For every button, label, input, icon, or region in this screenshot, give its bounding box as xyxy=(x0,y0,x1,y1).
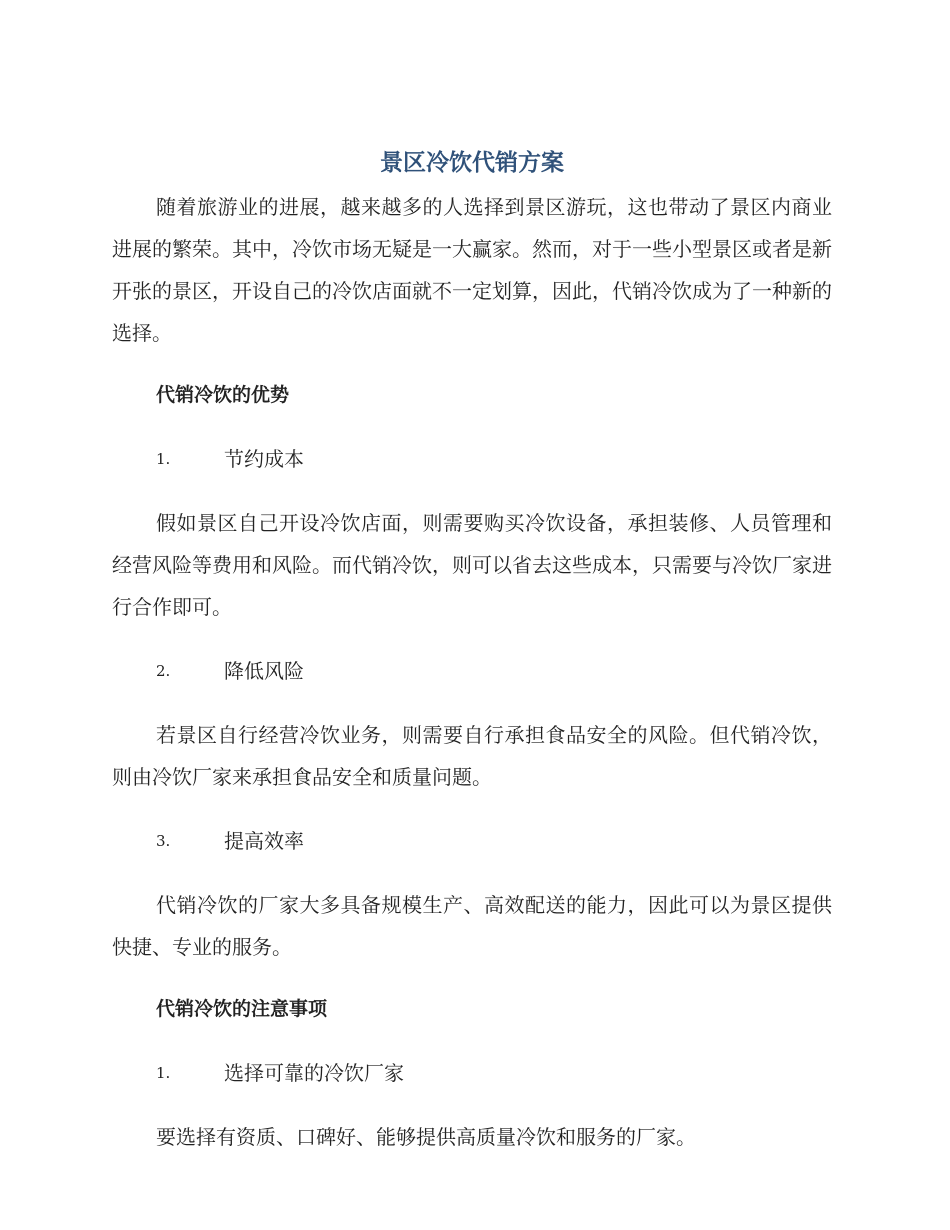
list-item-text: 若景区自行经营冷饮业务，则需要自行承担食品安全的风险。但代销冷饮，则由冷饮厂家来承担食品安全和质量问题。 xyxy=(112,723,832,789)
list-item-text: 代销冷饮的厂家大多具备规模生产、高效配送的能力，因此可以为景区提供快捷、专业的服务。 xyxy=(112,893,832,959)
list-label: 节约成本 xyxy=(224,447,304,471)
document-title: 景区冷饮代销方案 xyxy=(380,150,564,176)
list-label: 选择可靠的冷饮厂家 xyxy=(224,1061,404,1085)
list-item xyxy=(112,820,832,862)
list-number: 1. xyxy=(156,450,171,468)
list-number: 1. xyxy=(156,1064,171,1082)
list-item xyxy=(112,1052,832,1094)
list-number: 2. xyxy=(156,662,171,680)
list-label: 提高效率 xyxy=(224,829,304,853)
list-label: 降低风险 xyxy=(224,659,304,683)
list-item-text: 要选择有资质、口碑好、能够提供高质量冷饮和服务的厂家。 xyxy=(156,1125,696,1149)
list-item xyxy=(112,650,832,692)
section-heading-advantages: 代销冷饮的优势 xyxy=(156,384,290,406)
list-number: 3. xyxy=(156,832,171,850)
section-heading-notes: 代销冷饮的注意事项 xyxy=(156,998,328,1020)
list-item xyxy=(112,438,832,480)
document-page xyxy=(112,140,832,1158)
intro-paragraph: 随着旅游业的进展，越来越多的人选择到景区游玩，这也带动了景区内商业进展的繁荣。其中，冷饮市场无疑是一大赢家。然而，对于一些小型景区或者是新开张的景区，开设自己的冷饮店面就不一定划算，因此，代销冷饮成为了一种新的选择。 xyxy=(112,195,832,345)
list-item-text: 假如景区自己开设冷饮店面，则需要购买冷饮设备，承担装修、人员管理和经营风险等费用和风险。而代销冷饮，则可以省去这些成本，只需要与冷饮厂家进行合作即可。 xyxy=(112,511,832,619)
